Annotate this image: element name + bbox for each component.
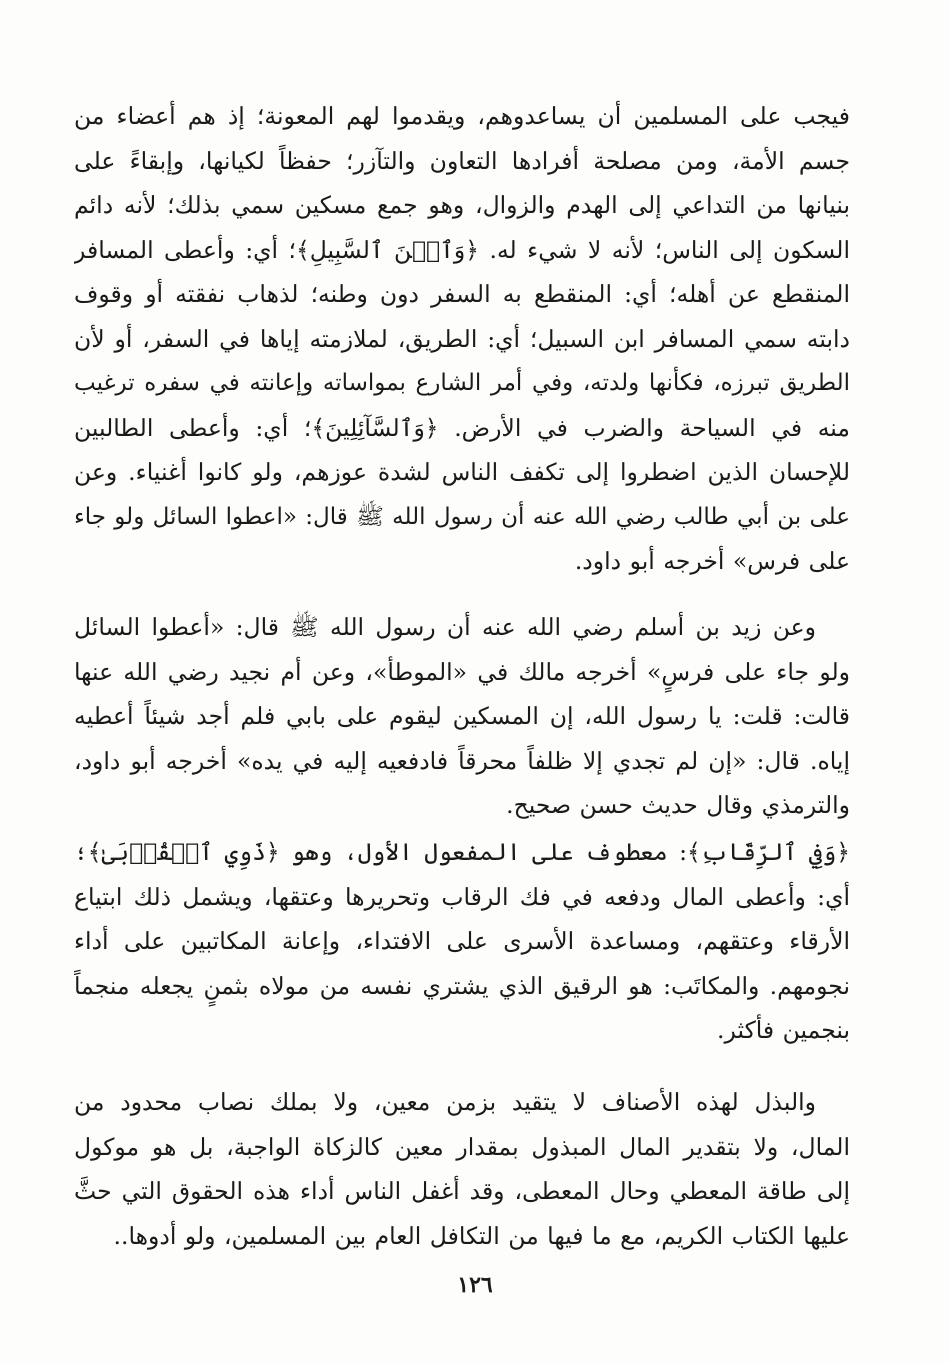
paragraph-line: وعن زيد بن أسلم رضي الله عنه أن رسول الله ﷺ قال: «أعطوا السائل <box>74 613 816 641</box>
paragraph-line: والترمذي وقال حديث حسن صحيح. <box>506 791 850 819</box>
paragraph-line: منه في السياحة والضرب في الأرض. ﴿وَٱلسَّآئِلِينَ﴾؛ أي: وأعطى الطالبين <box>74 413 850 442</box>
paragraph-line: الطريق تبرزه، فكأنها ولدته، وفي أمر الشارع بمواساته وإعانته في سفره ترغيب <box>74 370 850 396</box>
paragraph-line: نجومهم. والمكاتَب: هو الرقيق الذي يشتري نفسه من مولاه بثمنٍ يجعله منجماً <box>74 971 850 1000</box>
paragraph-line: ﴿وَفِي ٱلرِّقَابِ﴾: معطوف على المفعول الأول، وهو ﴿ذَوِي ٱلۡقُرۡبَىٰ﴾؛ <box>74 838 850 866</box>
paragraph-line: المال، ولا بتقدير المال المبذول بمقدار معين كالزكاة الواجبة، بل هو موكول <box>74 1132 850 1161</box>
paragraph-line: على فرس» أخرجه أبو داود. <box>574 547 850 575</box>
paragraph-line: إياه. قال: «إن لم تجدي إلا ظلفاً محرقاً فادفعيه إليه في يده» أخرجه أبو داود، <box>74 746 850 775</box>
paragraph-1 <box>74 94 850 584</box>
paragraph-line: جسم الأمة، ومن مصلحة أفرادها التعاون والتآزر؛ حفظاً لكيانها، وإبقاءً على <box>74 146 850 175</box>
paragraph-line: السكون إلى الناس؛ لأنه لا شيء له. ﴿وَٱبۡنَ ٱلسَّبِيلِ﴾؛ أي: وأعطى المسافر <box>74 235 850 264</box>
paragraph-line: فيجب على المسلمين أن يساعدوهم، ويقدموا لهم المعونة؛ إذ هم أعضاء من <box>74 102 850 130</box>
paragraph-line: على بن أبي طالب رضي الله عنه أن رسول الله ﷺ قال: «اعطوا السائل ولو جاء <box>74 503 850 530</box>
paragraph-line: بنيانها من التداعي إلى الهدم والزوال، وهو جمع مسكين سمي بذلك؛ لأنه دائم <box>74 191 850 219</box>
paragraph-line: الأرقاء وعتقهم، ومساعدة الأسرى على الافتداء، وإعانة المكاتبين على أداء <box>74 927 850 955</box>
paragraph-line: بنجمين فأكثر. <box>717 1016 850 1044</box>
paragraph-3 <box>74 830 850 1053</box>
paragraph-line: أي: وأعطى المال ودفعه في فك الرقاب وتحريرها وعتقها، ويشمل ذلك ابتياع <box>74 882 850 911</box>
paragraph-line: للإحسان الذين اضطروا إلى تكفف الناس لشدة عوزهم، ولو كانوا أغنياء. وعن <box>74 458 850 486</box>
paragraph-line: والبذل لهذه الأصناف لا يتقيد بزمن معين، ولا بملك نصاب محدود من <box>74 1088 816 1116</box>
paragraph-line: قالت: قلت: يا رسول الله، إن المسكين ليقوم على بابي فلم أجد شيئاً أعطيه <box>74 702 850 730</box>
paragraph-line: المنقطع عن أهله؛ أي: المنقطع به السفر دون وطنه؛ لذهاب نفقته أو وقوف <box>74 280 850 308</box>
page-number: ١٢٦ <box>457 1272 493 1298</box>
paragraph-line: دابته سمي المسافر ابن السبيل؛ أي: الطريق، لملازمته إياها في السفر، أو لأن <box>74 324 850 353</box>
paragraph-line: عليها الكتاب الكريم، مع ما فيها من التكافل العام بين المسلمين، ولو أدوها.. <box>113 1221 850 1250</box>
paragraph-4 <box>74 1080 850 1258</box>
paragraph-line: إلى طاقة المعطي وحال المعطى، وقد أغفل الناس أداء هذه الحقوق التي حثَّ <box>74 1177 850 1205</box>
paragraph-line: ولو جاء على فرسٍ» أخرجه مالك في «الموطأ»، وعن أم نجيد رضي الله عنها <box>74 657 850 686</box>
paragraph-2 <box>74 605 850 828</box>
